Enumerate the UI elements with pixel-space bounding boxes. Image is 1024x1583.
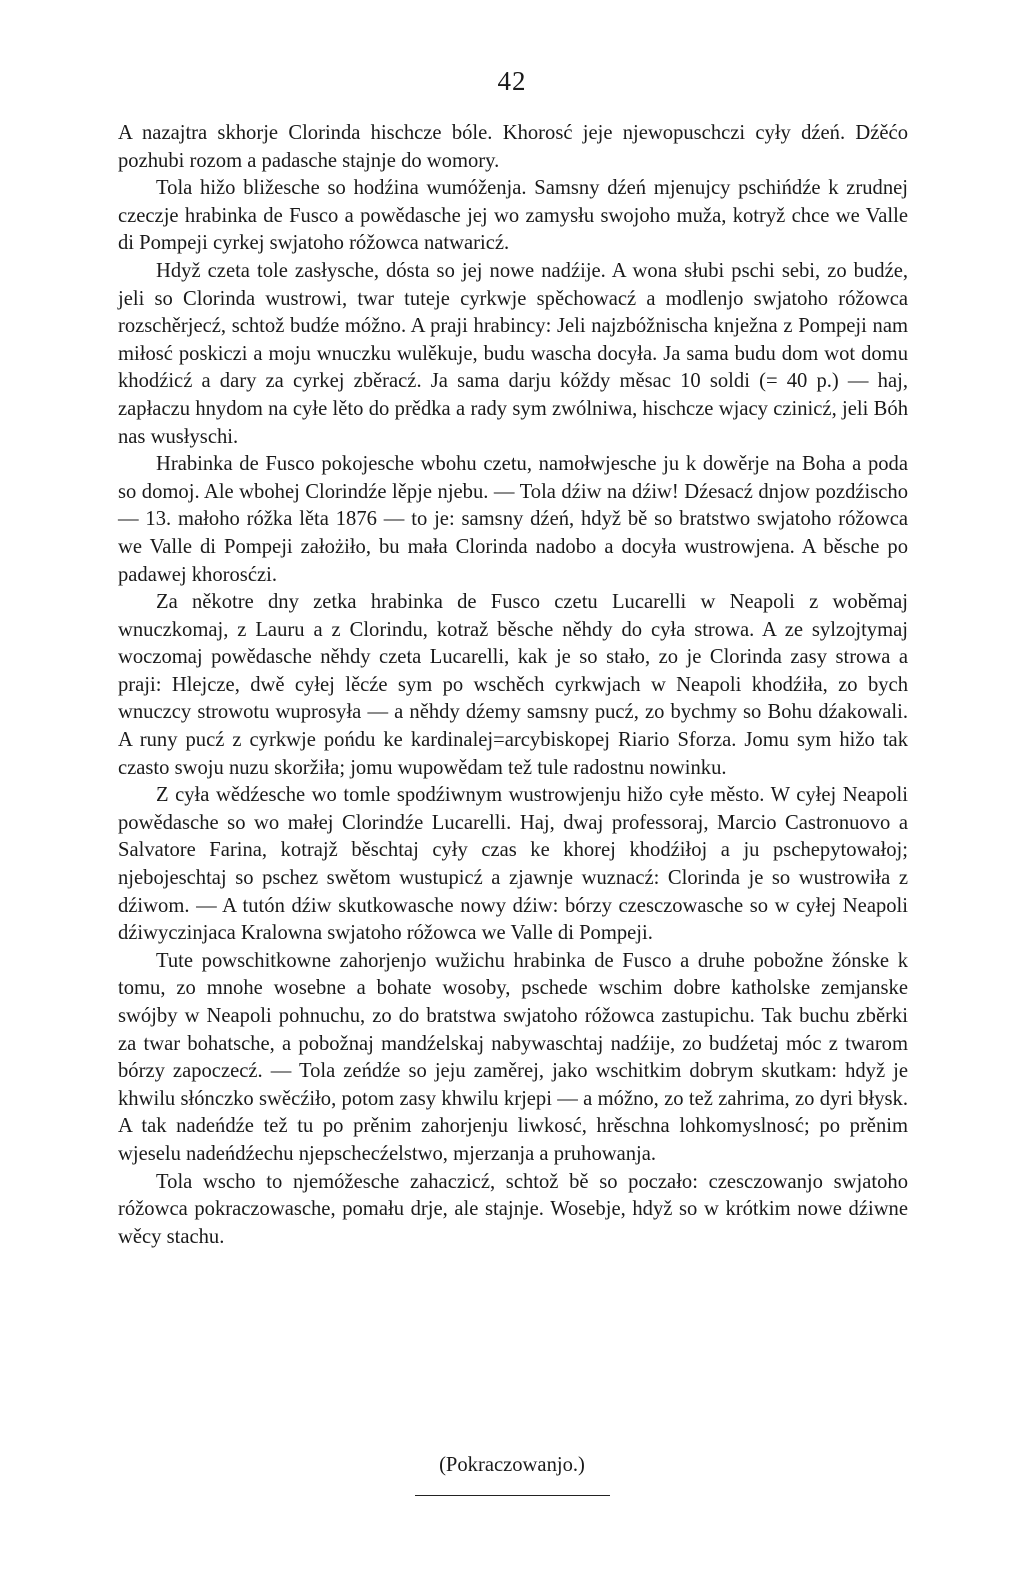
page-number: 42 [497,66,527,96]
closing-rule [415,1495,610,1496]
continuation-note: (Pokraczowanjo.) [439,1454,585,1476]
paragraph: A nazajtra skhorje Clorinda hischcze bóle. Khorosć jeje njewopuschczi cyły dźeń. Dźěćo pozhubi rozom a padasche stajnje do womory. [118,122,908,172]
paragraph: Tola hižo bližesche so hodźina wumóženja. Samsny dźeń mjenujcy pschińdźe k zrudnej czeczje hrabinka de Fusco a powědasche jej wo zamysłu swojoho muža, kotryž chce we Valle di Pompeji cyrkej swjatoho róžowca natwaricź. [118,177,908,255]
paragraph: Hdyž czeta tole zasłysche, dósta so jej nowe nadźije. A wona słubi pschi sebi, zo budźe, jeli so Clorinda wustrowi, twar tuteje cyrkwje spěchowacź a modlenjo swjatoho róžowca rozschěrjecź, schtož budźe móžno. A praji hrabincy: Jeli najzbóžnischa knježna z Pompeji nam miłosć poskiczi a moju wnuczku wulěkuje, budu wascha docyła. Ja sama budu dom wot domu khodźicź a dary za cyrkej zběracź. Ja sama darju kóždy měsac 10 soldi (= 40 p.) — haj, zapłaczu hnydom na cyłe lěto do prědka a rady sym zwólniwa, hischcze wjacy czinicź, jeli Bóh nas wusłyschi. [118,259,908,448]
paragraph: Tute powschitkowne zahorjenjo wužichu hrabinka de Fusco a druhe pobožne žónske k tomu, zo mnohe wosebne a bohate wosoby, pschede wschim dobre katholske zemjanske swójby w Neapoli pohnuchu, zo do bratstwa swjatoho róžowca zastupichu. Tak buchu zběrki za twar bohatsche, a pobožnaj mandźelskaj nabywaschtaj nadźije, zo budźetaj móc z twarom bórzy zapoczecź. — Tola zeńdźe so jeju zaměrej, jako wschitkim dobrym skutkam: hdyž je khwilu słónczko swěcźiło, potom zasy khwilu krjepi — a móžno, zo tež zahrima, zo dyri błysk. A tak nadeńdźe tež tu po prěnim zahorjenju liwkosć, hrěschna lohkomyslnosć; po prěnim wjeselu nadeńdźechu njepschecźelstwo, mjerzanja a pruhowanja. [118,949,908,1165]
paragraph: Za někotre dny zetka hrabinka de Fusco czetu Lucarelli w Neapoli z woběmaj wnuczkomaj, z Lauru a z Clorindu, kotraž běsche něhdy do cyła strowa. A ze sylzojtymaj woczomaj powědasche něhdy czeta Lucarelli, kak je so stało, zo je Clorinda zasy strowa a praji: Hlejcze, dwě cyłej lěcźe sym po wschěch cyrkwjach w Neapoli khodźiła, zo bych wnuczcy strowotu wuprosyła — a něhdy dźemy samsny pucź, zo bychmy so Bohu dźakowali. A runy pucź z cyrkwje pońdu ke kardinalej=arcybiskopej Riario Sforza. Jomu sym hižo tak czasto swoju nuzu skoržiła; jomu wupowědam tež tule radostnu nowinku. [118,591,908,779]
body-text [118,120,908,1251]
paragraph: Tola wscho to njemóžesche zahaczicź, schtož bě so poczało: czesczowanjo swjatoho róžowca pokraczowasche, pomału drje, ale stajnje. Wosebje, hdyž so w krótkim nowe dźiwne wěcy stachu. [118,1170,908,1248]
paragraph: Z cyła wědźesche wo tomle spodźiwnym wustrowjenju hižo cyłe město. W cyłej Neapoli powědasche so wo małej Clorindźe Lucarelli. Haj, dwaj professoraj, Marcio Castronuovo a Salvatore Farina, kotrajž běschtaj cyły czas ke khorej khodźiłoj a ju pschepytowałoj; njebojeschtaj so pschez swětom wustupicź a zjawnje wuznacź: Clorinda je so wustrowiła z dźiwom. — A tutón dźiw skutkowasche nowy dźiw: bórzy czesczowasche so w cyłej Neapoli dźiwyczinjaca Kralowna swjatoho róžowca we Valle di Pompeji. [118,784,908,945]
paragraph: Hrabinka de Fusco pokojesche wbohu czetu, namołwjesche ju k dowěrje na Boha a poda so domoj. Ale wbohej Clorindźe lěpje njebu. — Tola dźiw na dźiw! Dźesacź dnjow pozdźischo — 13. małoho róžka lěta 1876 — to je: samsny dźeń, hdyž bě so bratstwo swjatoho róžowca we Valle di Pompeji założiło, bu mała Clorinda nadobo a docyła wustrowjena. A běsche po padawej khorosćzi. [118,453,908,586]
